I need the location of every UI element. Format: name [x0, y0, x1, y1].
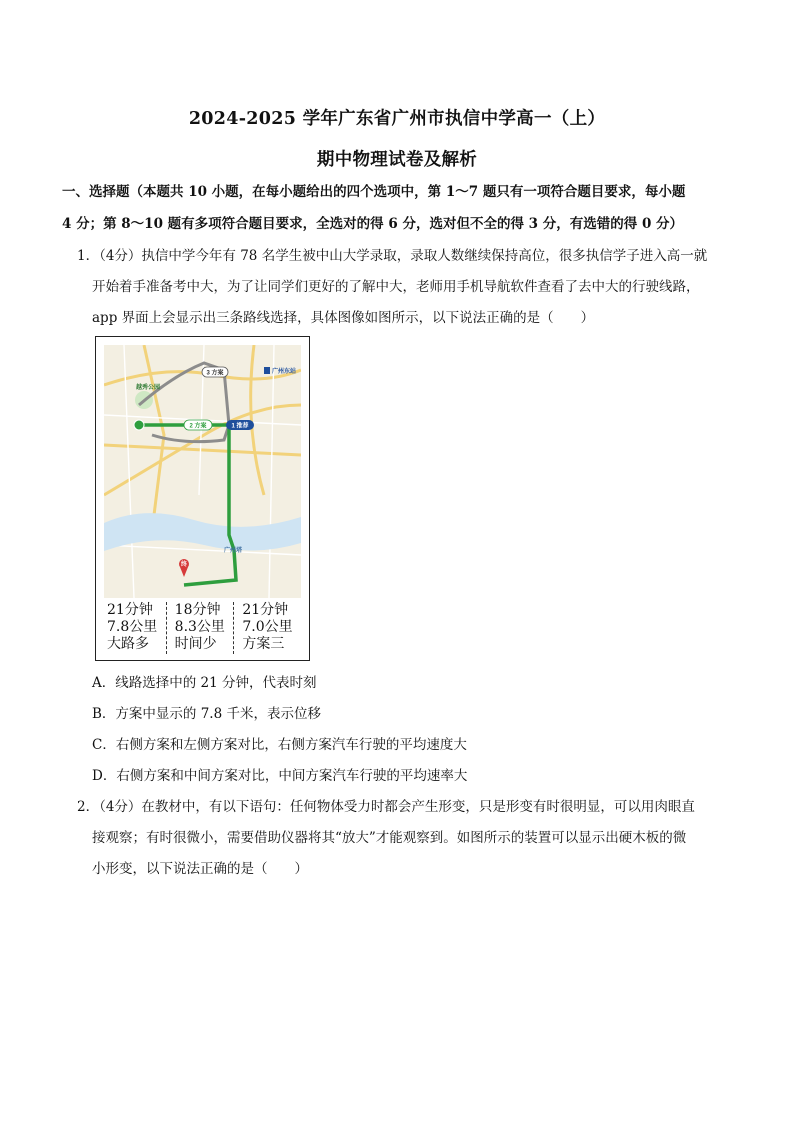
q1-option-a: A．线路选择中的 21 分钟，代表时刻 [92, 675, 317, 691]
route-time: 21分钟 [107, 602, 153, 618]
route-2-badge-label: 2 方案 [189, 423, 207, 430]
route-tag: 时间少 [174, 636, 217, 652]
q1-line-2: 开始着手准备考中大，为了让同学们更好的了解中大，老师用手机导航软件查看了去中大的行驶线路， [92, 279, 700, 295]
route-3-badge [202, 367, 228, 377]
route-time: 18分钟 [174, 602, 221, 618]
q1-line-1: 1．（4分）执信中学今年有 78 名学生被中山大学录取，录取人数继续保持高位，很多执信学子进入高一就 [77, 248, 708, 264]
route-option-left [104, 602, 166, 654]
route-distance: 7.0公里 [242, 619, 293, 635]
q1-line-3: app 界面上会显示出三条路线选择，具体图像如图所示，以下说法正确的是（ ） [92, 310, 595, 326]
section-note-2: 4 分；第 8～10 题有多项符合题目要求，全选对的得 6 分，选对但不全的得 3 分，有选错的得 0 分） [62, 216, 684, 232]
route-time: 21分钟 [242, 602, 289, 618]
route-distance: 8.3公里 [174, 619, 225, 635]
q2-line-3: 小形变，以下说法正确的是（ ） [92, 861, 308, 877]
section-note-1: （本题共 10 小题，在每小题给出的四个选项中，第 1～7 题只有一项符合题目要求，每小题 [129, 184, 686, 200]
page-subtitle: 期中物理试卷及解析 [316, 150, 478, 170]
route-option-middle [166, 602, 234, 654]
station-label [264, 367, 296, 375]
route-1-badge [226, 420, 254, 430]
route-distance: 7.8公里 [107, 619, 158, 635]
route-1-badge-label: 1 推荐 [231, 423, 249, 430]
end-marker-label: 终 [180, 562, 188, 568]
route-options-table [104, 602, 301, 654]
q1-option-b: B．方案中显示的 7.8 千米，表示位移 [92, 706, 321, 722]
route-3-badge-label: 3 方案 [206, 370, 224, 377]
route-map [104, 345, 301, 598]
route-tag: 方案三 [242, 636, 285, 652]
q2-line-2: 接观察；有时很微小，需要借助仪器将其“放大”才能观察到。如图所示的装置可以显示出硬木板的微 [92, 830, 687, 846]
q1-option-c: C．右侧方案和左侧方案对比，右侧方案汽车行驶的平均速度大 [92, 737, 467, 753]
station-label-text: 广州东站 [272, 369, 297, 375]
route-map-figure [95, 336, 310, 661]
start-marker-icon [134, 420, 144, 430]
page-title: 2024-2025 学年广东省广州市执信中学高一（上） [188, 109, 606, 129]
route-2-badge [184, 420, 212, 430]
q1-option-d: D．右侧方案和中间方案对比，中间方案汽车行驶的平均速率大 [92, 768, 468, 784]
section-header [62, 182, 685, 202]
route-option-right [233, 602, 301, 654]
q2-line-1: 2．（4分）在教材中，有以下语句：任何物体受力时都会产生形变，只是形变有时很明显，可以用肉眼直 [77, 799, 695, 815]
route-tag: 大路多 [107, 636, 149, 652]
tower-label: 广州塔 [224, 548, 243, 554]
park-label: 越秀公园 [136, 385, 161, 391]
section-heading: 一、选择题 [62, 184, 130, 200]
